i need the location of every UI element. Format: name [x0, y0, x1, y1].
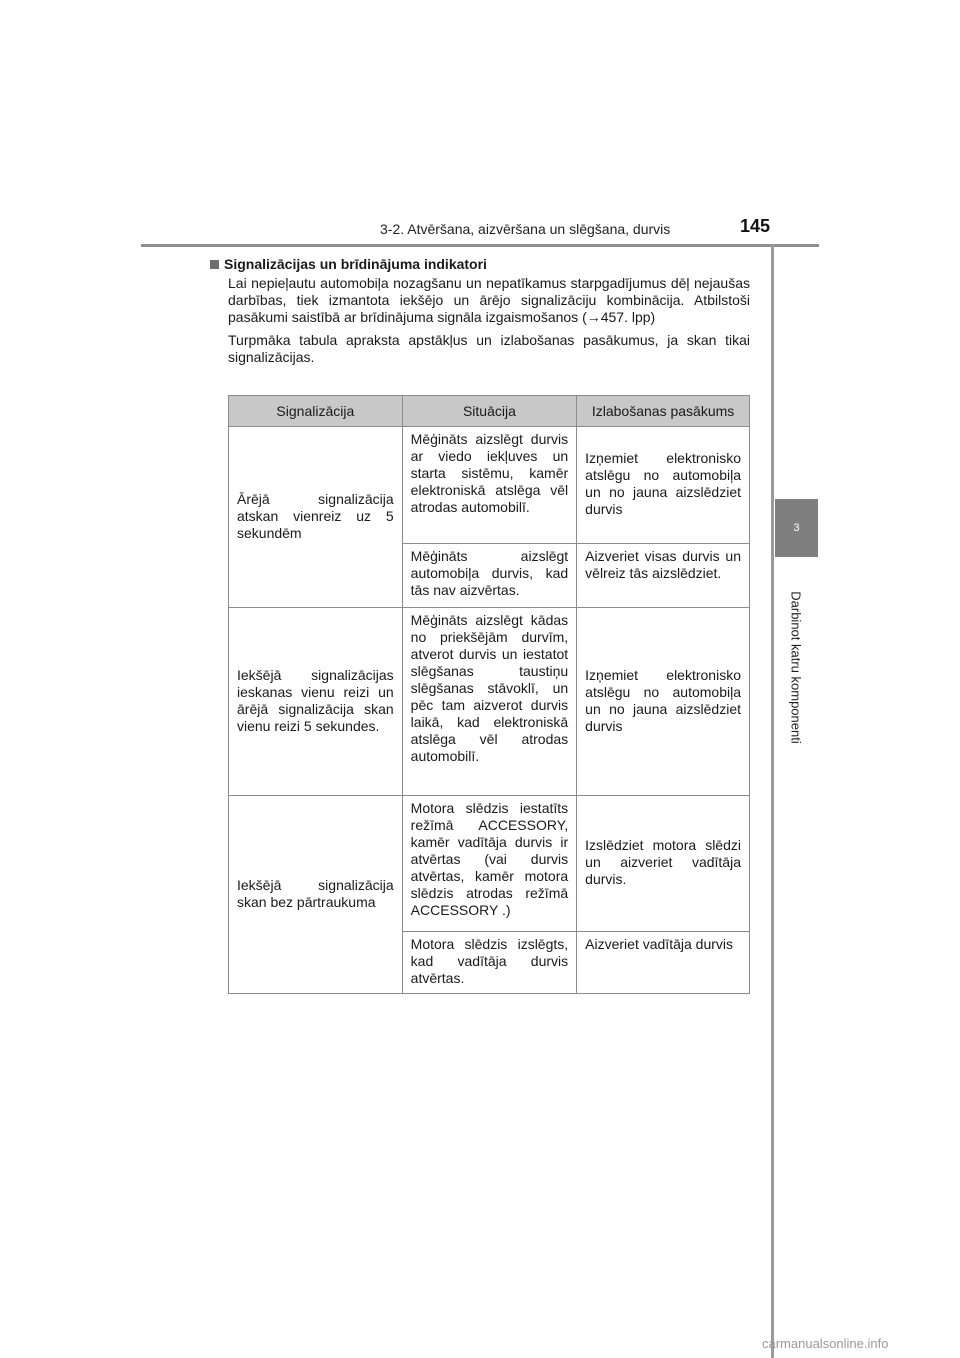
situation-cell: Motora slēdzis izslēgts, kad vadītāja durvis atvērtas. [402, 932, 576, 994]
main-content [210, 255, 750, 372]
remedy-cell: Aizveriet vadītāja durvis [577, 932, 750, 994]
header-remedy: Izlabošanas pasākums [577, 396, 750, 427]
situation-cell: Mēģināts aizslēgt automobiļa durvis, kad tās nav aizvērtas. [402, 544, 576, 608]
situation-cell: Mēģināts aizslēgt kādas no priekšējām durvīm, atverot durvis un iestatot slēgšanas taustiņu slēgšanas stāvoklī, un pēc tam aizverot durvis laikā, kad elektroniskā atslēga vēl atrodas automobilī. [402, 608, 576, 796]
situation-cell: Motora slēdzis iestatīts režīmā ACCESSORY, kamēr vadītāja durvis ir atvērtas (vai durvis atvērtas, kamēr motora slēdzis atrodas režīmā ACCESSORY .) [402, 796, 576, 932]
watermark: carmanualsonline.info [762, 1336, 889, 1351]
side-divider [771, 244, 774, 1358]
chapter-number: 3 [793, 522, 800, 534]
header-section-title: 3-2. Atvēršana, aizvēršana un slēgšana, durvis [380, 221, 671, 237]
header-divider [141, 244, 819, 247]
table-row [229, 427, 750, 544]
table-intro-paragraph: Turpmāka tabula apraksta apstākļus un izlabošanas pasākumus, ja skan tikai signalizācijas. [228, 332, 750, 365]
alarm-cell: Ārējā signalizācija atskan vienreiz uz 5 sekundēm [229, 427, 403, 608]
chapter-tab[interactable] [775, 499, 818, 557]
table-row [229, 796, 750, 932]
square-bullet-icon [210, 260, 219, 269]
table-header-row [229, 396, 750, 427]
section-heading [210, 255, 750, 273]
situation-cell: Mēģināts aizslēgt durvis ar viedo iekļuves un starta sistēmu, kamēr elektroniskā atslēga vēl atrodas automobilī. [402, 427, 576, 544]
remedy-cell: Aizveriet visas durvis un vēlreiz tās aizslēdziet. [577, 544, 750, 608]
alarm-table [228, 395, 750, 994]
page-number: 145 [740, 216, 771, 236]
table-row [229, 608, 750, 796]
remedy-cell: Izņemiet elektronisko atslēgu no automobiļa un no jauna aizslēdziet durvis [577, 608, 750, 796]
intro-paragraph: Lai nepieļautu automobiļa nozagšanu un nepatīkamus starpgadījumus dēļ nejaušas darbības, tiek izmantota iekšējo un ārējo signalizāciju kombinācija. Atbilstoši pasākumi saistībā ar brīdinājuma signāla izgaismošanos (→457. lpp) [228, 275, 750, 325]
header-situation: Situācija [402, 396, 576, 427]
section-heading-text: Signalizācijas un brīdinājuma indikatori [224, 256, 487, 272]
chapter-title: Darbinot katru komponenti [788, 591, 804, 744]
alarm-cell: Iekšējā signalizācija skan bez pārtraukuma [229, 796, 403, 994]
remedy-cell: Izslēdziet motora slēdzi un aizveriet vadītāja durvis. [577, 796, 750, 932]
header-alarm: Signalizācija [229, 396, 403, 427]
alarm-cell: Iekšējā signalizācijas ieskanas vienu reizi un ārējā signalizācija skan vienu reizi 5 sekundes. [229, 608, 403, 796]
remedy-cell: Izņemiet elektronisko atslēgu no automobiļa un no jauna aizslēdziet durvis [577, 427, 750, 544]
